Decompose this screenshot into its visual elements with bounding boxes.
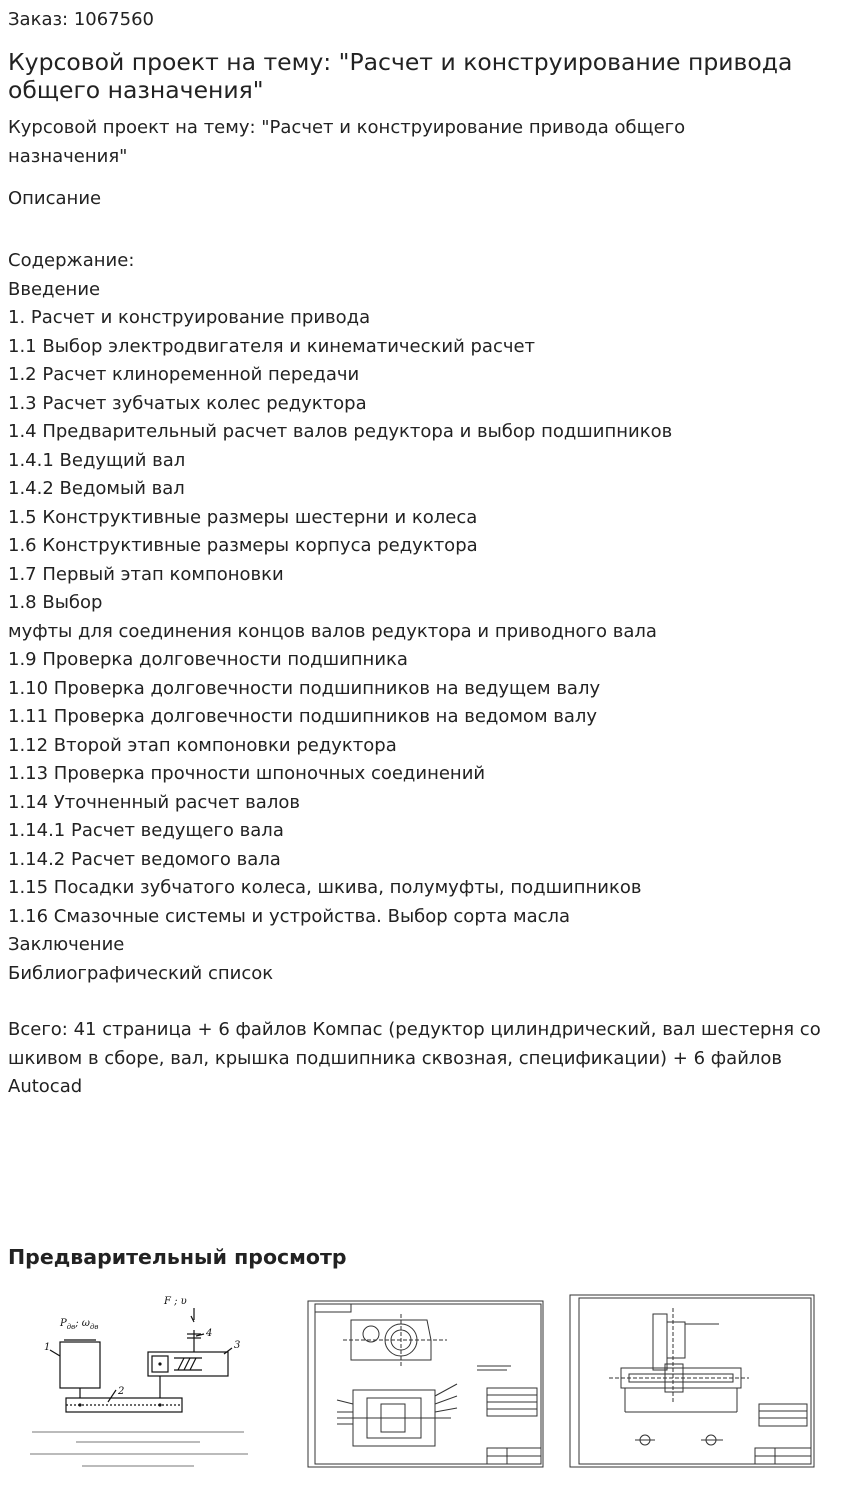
toc-item: Введение [8,278,101,300]
toc-item: 1.2 Расчет клиноременной передачи [8,364,360,385]
toc-item: Заключение [8,934,125,955]
toc-item: 1. Расчет и конструирование привода [8,307,371,328]
preview-gallery [8,1290,843,1480]
page-title: Курсовой проект на тему: "Расчет и конструирование привода общего назначения" [8,48,793,104]
toc-item: 1.14 Уточненный расчет валов [8,791,300,813]
description-heading: Описание [8,188,102,209]
toc-item: 1.14.1 Расчет ведущего вала [8,820,284,841]
scheme-caption-lines [30,1432,248,1466]
callout-1: 1 [44,1342,51,1353]
toc-item: Библиографический список [8,962,274,984]
toc-heading: Содержание: [8,250,135,271]
toc-item: 1.7 Первый этап компоновки [8,563,284,585]
toc-item: 1.13 Проверка прочности шпоночных соединений [8,763,486,784]
drive-scheme-drawing [24,1290,254,1474]
toc-item: 1.4.2 Ведомый вал [8,478,185,499]
vertical-shaft [653,1314,667,1370]
subtitle: Курсовой проект на тему: "Расчет и конструирование привода общего назначения" [8,117,686,167]
toc-item: 1.10 Проверка долговечности подшипников на ведущем валу [8,677,601,699]
preview-heading: Предварительный просмотр [8,1245,347,1269]
scheme-power-label: $P_{дв}$; $\omega_{дв}$ [60,1318,99,1331]
preview-image-gearbox-assembly[interactable] [307,1300,544,1468]
total-summary: Всего: 41 страница + 6 файлов Компас (редуктор цилиндрический, вал шестерня со шкивом в сборе, вал, крышка подшипника сквозная, спецификации) + 6 файлов Autocad [8,1019,821,1097]
toc-item: 1.14.2 Расчет ведомого вала [8,848,281,870]
shaft-drawing [569,1294,815,1468]
toc-item: муфты для соединения концов валов редуктора и приводного вала [8,620,657,642]
toc-item: 1.4 Предварительный расчет валов редуктора и выбор подшипников [8,421,673,442]
callout-2: 2 [118,1386,125,1397]
order-number: Заказ: 1067560 [8,9,154,30]
toc-item: 1.5 Конструктивные размеры шестерни и колеса [8,506,478,528]
table-of-contents [8,247,843,988]
preview-image-shaft-drawing[interactable] [569,1294,815,1468]
callout-4: 4 [206,1328,213,1339]
toc-item: 1.8 Выбор [8,592,103,613]
toc-item: 1.16 Смазочные системы и устройства. Выбор сорта масла [8,905,571,927]
toc-item: 1.15 Посадки зубчатого колеса, шкива, полумуфты, подшипников [8,877,642,898]
toc-item: 1.9 Проверка долговечности подшипника [8,649,408,670]
gearbox-assembly-drawing [307,1300,544,1468]
preview-image-drive-scheme[interactable] [24,1290,254,1474]
toc-item: 1.6 Конструктивные размеры корпуса редуктора [8,535,478,556]
motor-shape [60,1342,100,1388]
toc-item: 1.11 Проверка долговечности подшипников на ведомом валу [8,706,598,727]
toc-item: 1.3 Расчет зубчатых колес редуктора [8,392,367,414]
toc-item: 1.12 Второй этап компоновки редуктора [8,734,397,756]
callout-3: 3 [234,1340,241,1351]
scheme-force-label: F ; υ [164,1296,187,1307]
toc-item: 1.4.1 Ведущий вал [8,449,186,471]
toc-item: 1.1 Выбор электродвигателя и кинематический расчет [8,335,536,357]
